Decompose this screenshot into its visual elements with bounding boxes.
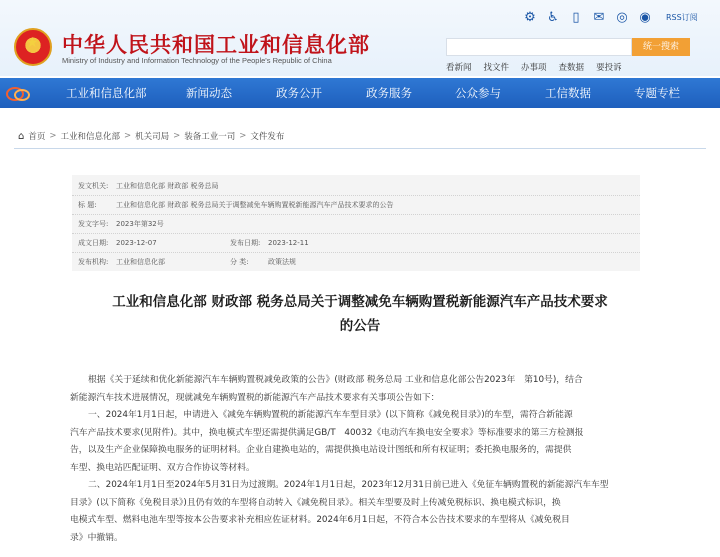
search-button[interactable]: 统一搜索	[632, 38, 690, 56]
meta-label: 发布日期:	[230, 239, 261, 247]
breadcrumb-separator: >	[49, 131, 57, 141]
nav-decoration-icon	[6, 85, 32, 101]
article-title	[70, 290, 650, 338]
article-line: 告，以及生产企业保障换电服务的证明材料。企业自建换电站的，需提供换电站设计图纸和所有权证明；委托换电服务的，需提供	[70, 445, 572, 455]
wechat-icon[interactable]: ◎	[616, 10, 628, 25]
breadcrumb-departments[interactable]: 机关司局	[135, 132, 170, 142]
meta-row-docno	[72, 215, 640, 234]
quick-links	[446, 61, 622, 73]
national-emblem-icon[interactable]	[14, 28, 52, 66]
meta-row-subject	[72, 196, 640, 215]
article-line: 一、2024年1月1日起，申请进入《减免车辆购置税的新能源汽车车型目录》(以下简称《减免税目录》)的车型，需符合新能源	[88, 410, 573, 420]
nav-item-news[interactable]: 新闻动态	[186, 86, 232, 100]
weibo-icon[interactable]: ◉	[639, 10, 651, 25]
meta-label: 分 类:	[230, 258, 249, 266]
article-line: 根据《关于延续和优化新能源汽车车辆购置税减免政策的公告》(财政部 税务总局 工业和信息化部公告2023年 第10号)，结合	[88, 375, 583, 385]
rss-link[interactable]: RSS订阅	[666, 13, 698, 22]
meta-label: 发文机关:	[78, 182, 109, 190]
breadcrumb-separator: >	[173, 131, 181, 141]
meta-value: 2023年第32号	[116, 220, 164, 228]
accessibility-icon[interactable]: ♿	[547, 10, 559, 25]
nav-item-participation[interactable]: 公众参与	[455, 86, 501, 100]
breadcrumb-separator: >	[239, 131, 247, 141]
site-title[interactable]: 中华人民共和国工业和信息化部	[62, 33, 370, 57]
nav-item-special[interactable]: 专题专栏	[634, 86, 680, 100]
meta-label: 成文日期:	[78, 239, 109, 247]
breadcrumb-divider	[14, 148, 706, 149]
nav-item-miit[interactable]: 工业和信息化部	[66, 86, 147, 100]
mail-icon[interactable]: ✉	[593, 10, 605, 25]
mobile-icon[interactable]: ▯	[572, 10, 580, 25]
nav-item-gov-service[interactable]: 政务服务	[366, 86, 412, 100]
toolbar-icons	[522, 9, 653, 27]
meta-row-issuer	[72, 177, 640, 196]
wechat-applet-icon[interactable]: ⚙	[524, 10, 536, 25]
quick-link-complaint[interactable]: 要投诉	[596, 63, 622, 73]
meta-value: 政策法规	[268, 258, 296, 266]
meta-value: 2023-12-11	[268, 239, 309, 247]
document-meta-table	[72, 175, 640, 271]
meta-label: 发文字号:	[78, 220, 109, 228]
article-line: 录》中撤销。	[70, 533, 123, 543]
site-subtitle: Ministry of Industry and Information Technology of the People's Republic of China	[62, 56, 332, 65]
nav-item-data[interactable]: 工信数据	[545, 86, 591, 100]
article-line: 新能源汽车技术进展情况，现就减免车辆购置税的新能源汽车产品技术要求有关事项公告如下：	[70, 393, 440, 403]
quick-link-services[interactable]: 办事项	[521, 63, 547, 73]
meta-value: 2023-12-07	[116, 239, 157, 247]
meta-value: 工业和信息化部 财政部 税务总局关于调整减免车辆购置税新能源汽车产品技术要求的公告	[116, 201, 394, 209]
quick-link-news[interactable]: 看新闻	[446, 63, 472, 73]
article-title-line: 的公告	[339, 318, 381, 334]
breadcrumb-equipment-dept[interactable]: 装备工业一司	[184, 132, 236, 142]
article-line: 电模式车型、燃料电池车型等按本公告要求补充相应佐证材料。2024年6月1日起，不符合本公告技术要求的车型将从《减免税目	[70, 515, 570, 525]
article-line: 二、2024年1月1日至2024年5月31日为过渡期。2024年1月1日起，2023年12月31日前已进入《免征车辆购置税的新能源汽车车型	[88, 480, 609, 490]
meta-label: 标 题:	[78, 201, 97, 209]
meta-row-org	[72, 253, 640, 272]
breadcrumb-miit[interactable]: 工业和信息化部	[60, 132, 121, 142]
quick-link-files[interactable]: 找文件	[483, 63, 510, 73]
home-icon[interactable]: ⌂	[18, 130, 25, 142]
article-line: 目录》(以下简称《免税目录》)且仍有效的车型将自动转入《减免税目录》。相关车型要及时上传减免税标识、换电模式标识，换	[70, 498, 561, 508]
meta-row-dates	[72, 234, 640, 253]
article-title-line: 工业和信息化部 财政部 税务总局关于调整减免车辆购置税新能源汽车产品技术要求	[112, 294, 608, 310]
quick-link-data[interactable]: 查数据	[558, 63, 585, 73]
nav-item-gov-open[interactable]: 政务公开	[276, 86, 322, 100]
breadcrumb	[18, 130, 284, 142]
breadcrumb-home[interactable]: 首页	[28, 132, 46, 142]
breadcrumb-file-release[interactable]: 文件发布	[250, 132, 285, 142]
article-line: 车型、换电站匹配证明、双方合作协议等材料。	[70, 463, 255, 473]
article-line: 汽车产品技术要求(见附件)。其中，换电模式车型还需提供满足GB/T 40032《电动汽车换电安全要求》等标准要求的第三方检测报	[70, 428, 584, 438]
breadcrumb-separator: >	[124, 131, 132, 141]
site-header	[0, 0, 720, 76]
meta-value: 工业和信息化部	[116, 258, 165, 266]
search-input[interactable]	[446, 38, 632, 56]
main-nav	[0, 78, 720, 108]
meta-label: 发布机构:	[78, 258, 109, 266]
meta-value: 工业和信息化部 财政部 税务总局	[116, 182, 219, 190]
